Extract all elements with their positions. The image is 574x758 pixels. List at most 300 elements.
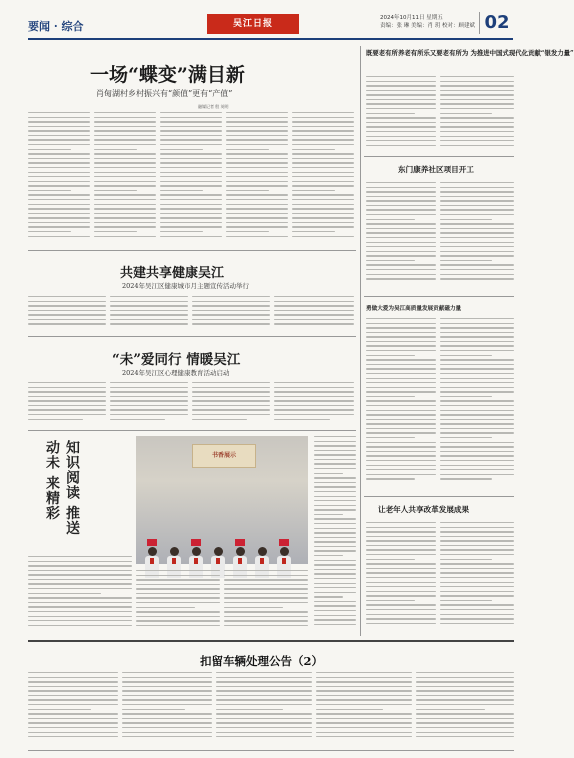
text-line: [136, 611, 220, 612]
text-line: [192, 305, 270, 306]
text-line: [314, 491, 356, 492]
text-line: [122, 677, 212, 678]
text-line: [366, 604, 436, 605]
child-figure: [210, 547, 226, 564]
text-line: [314, 528, 356, 529]
health-headline[interactable]: 共建共享健康吴江: [120, 266, 225, 281]
health-column-2: [110, 296, 188, 332]
text-line: [366, 614, 436, 615]
text-line: [28, 732, 118, 733]
section-label: 要闻 · 综合: [28, 20, 84, 33]
text-line: [28, 704, 118, 705]
text-line: [216, 672, 312, 673]
text-line: [28, 144, 90, 145]
text-line: [314, 505, 356, 506]
text-line: [316, 727, 412, 728]
text-line: [94, 117, 156, 118]
text-line: [366, 187, 436, 188]
text-line: [366, 451, 436, 452]
text-line: [226, 190, 269, 191]
text-line: [440, 81, 514, 82]
text-line: [440, 405, 514, 406]
text-line: [28, 681, 118, 682]
lead-byline: 融媒记者 殷 英明: [198, 104, 229, 109]
text-line: [274, 409, 354, 410]
text-line: [224, 625, 308, 626]
text-line: [440, 549, 514, 550]
text-line: [28, 588, 132, 589]
text-line: [366, 182, 436, 183]
text-line: [292, 117, 354, 118]
text-line: [226, 144, 288, 145]
text-line: [226, 162, 288, 163]
text-line: [122, 709, 185, 710]
text-line: [440, 205, 514, 206]
text-line: [366, 410, 436, 411]
text-line: [366, 609, 436, 610]
masthead: [0, 0, 523, 40]
text-line: [226, 236, 288, 237]
text-line: [110, 387, 188, 388]
text-line: [28, 699, 118, 700]
text-line: [366, 364, 436, 365]
text-line: [366, 527, 436, 528]
text-line: [160, 204, 222, 205]
text-line: [224, 579, 308, 580]
text-line: [216, 732, 312, 733]
text-line: [316, 686, 412, 687]
text-line: [366, 81, 436, 82]
text-line: [28, 672, 118, 673]
text-line: [192, 414, 270, 415]
text-line: [136, 584, 220, 585]
text-line: [316, 736, 412, 737]
text-line: [28, 570, 132, 571]
text-line: [226, 149, 269, 150]
text-line: [440, 108, 514, 109]
text-line: [366, 103, 436, 104]
text-line: [292, 139, 354, 140]
text-line: [366, 469, 436, 470]
children-reading-photo[interactable]: [136, 436, 308, 564]
text-line: [314, 610, 356, 611]
text-line: [28, 565, 132, 566]
text-line: [366, 205, 436, 206]
text-line: [440, 446, 514, 447]
text-line: [28, 117, 90, 118]
text-line: [366, 355, 415, 356]
text-line: [440, 410, 514, 411]
text-line: [440, 246, 514, 247]
text-line: [366, 318, 436, 319]
text-line: [292, 222, 354, 223]
text-line: [292, 162, 354, 163]
text-line: [226, 158, 288, 159]
notice-top-rule: [28, 640, 514, 642]
text-line: [274, 414, 354, 415]
text-line: [366, 368, 436, 369]
text-line: [440, 323, 514, 324]
text-line: [94, 222, 156, 223]
right-story-4-column-1: [366, 522, 436, 632]
text-line: [416, 704, 514, 705]
text-line: [94, 226, 156, 227]
text-line: [366, 85, 436, 86]
text-line: [28, 310, 106, 311]
lead-headline[interactable]: 一场“蝶变”满目新: [90, 64, 245, 86]
text-line: [216, 677, 312, 678]
text-line: [366, 387, 436, 388]
text-line: [28, 611, 132, 612]
text-line: [366, 90, 436, 91]
text-line: [226, 222, 288, 223]
text-line: [416, 690, 514, 691]
text-line: [122, 686, 212, 687]
text-line: [366, 554, 436, 555]
text-line: [224, 588, 308, 589]
text-line: [160, 162, 222, 163]
text-line: [110, 414, 188, 415]
text-line: [192, 405, 270, 406]
text-line: [440, 419, 514, 420]
mental-headline[interactable]: “未”爱同行 情暖吴江: [112, 352, 241, 368]
text-line: [440, 577, 514, 578]
photo-banner: 书香展示: [192, 444, 256, 468]
right-story-2-headline[interactable]: 东门康养社区项目开工: [398, 165, 474, 174]
notice-column-4: [316, 672, 412, 744]
page-bottom-rule: [28, 750, 514, 751]
text-line: [440, 237, 514, 238]
text-line: [366, 540, 436, 541]
child-figure: [276, 547, 292, 564]
text-line: [366, 113, 415, 114]
text-line: [160, 121, 222, 122]
text-line: [28, 139, 90, 140]
text-line: [314, 532, 356, 533]
text-line: [440, 572, 514, 573]
text-line: [366, 595, 436, 596]
text-line: [366, 108, 436, 109]
text-line: [28, 194, 90, 195]
text-line: [314, 477, 356, 478]
text-line: [366, 251, 436, 252]
health-column-4: [274, 296, 354, 332]
text-line: [314, 564, 356, 565]
notice-column-1: [28, 672, 118, 744]
text-line: [28, 319, 106, 320]
text-line: [226, 176, 288, 177]
text-line: [160, 167, 222, 168]
text-line: [440, 451, 514, 452]
right-story-3-column-2: [440, 318, 514, 488]
text-line: [440, 623, 514, 624]
text-line: [28, 620, 132, 621]
editor-credits: 责编：张 琳 美编：肖 玥 校对：顾建斌: [380, 23, 475, 29]
text-line: [314, 550, 356, 551]
text-line: [274, 319, 354, 320]
lead-column-5: [292, 112, 354, 244]
text-line: [28, 222, 90, 223]
text-line: [110, 391, 188, 392]
text-line: [28, 583, 132, 584]
right-story-2-column-2: [440, 182, 514, 286]
text-line: [314, 605, 356, 606]
text-line: [94, 167, 156, 168]
text-line: [192, 323, 270, 324]
text-line: [416, 736, 514, 737]
text-line: [28, 382, 106, 383]
text-line: [216, 727, 312, 728]
text-line: [440, 368, 514, 369]
text-line: [366, 94, 436, 95]
text-line: [440, 140, 514, 141]
text-line: [274, 391, 354, 392]
text-line: [366, 405, 436, 406]
text-line: [366, 455, 436, 456]
child-figure: [254, 547, 270, 564]
text-line: [366, 474, 436, 475]
text-line: [366, 359, 436, 360]
text-line: [316, 704, 412, 705]
text-line: [416, 677, 514, 678]
text-line: [366, 423, 436, 424]
book-icon: [235, 539, 245, 546]
text-line: [440, 122, 514, 123]
text-line: [28, 135, 90, 136]
text-line: [28, 409, 106, 410]
text-line: [440, 145, 514, 146]
text-line: [366, 522, 436, 523]
text-line: [216, 686, 312, 687]
text-line: [226, 121, 288, 122]
text-line: [216, 690, 312, 691]
book-icon: [147, 539, 157, 546]
text-line: [94, 130, 156, 131]
text-line: [94, 112, 156, 113]
text-line: [440, 103, 514, 104]
right-story-4-headline[interactable]: 让老年人共享改革发展成果: [378, 505, 470, 514]
text-line: [440, 382, 514, 383]
text-line: [366, 255, 436, 256]
text-line: [28, 236, 90, 237]
text-line: [192, 391, 270, 392]
text-line: [316, 681, 412, 682]
right-story-3-headline[interactable]: 勇做大爱为吴江高质量发展贡献磁力量: [366, 306, 462, 312]
text-line: [292, 153, 354, 154]
text-line: [316, 713, 412, 714]
text-line: [316, 677, 412, 678]
text-line: [292, 149, 335, 150]
text-line: [316, 709, 383, 710]
text-line: [440, 455, 514, 456]
text-line: [366, 219, 415, 220]
text-line: [440, 428, 514, 429]
text-line: [314, 500, 356, 501]
text-line: [366, 200, 436, 201]
health-column-3: [192, 296, 270, 332]
text-line: [94, 208, 156, 209]
text-line: [440, 609, 514, 610]
text-line: [440, 469, 514, 470]
text-line: [216, 699, 312, 700]
text-line: [440, 582, 514, 583]
text-line: [94, 121, 156, 122]
lead-column-1: [28, 112, 90, 244]
text-line: [226, 231, 269, 232]
text-line: [28, 217, 90, 218]
text-line: [28, 718, 118, 719]
text-line: [28, 400, 106, 401]
mental-bottom-rule: [28, 430, 356, 431]
text-line: [94, 217, 156, 218]
text-line: [160, 199, 222, 200]
date-text: 2024年10月11日 星期五: [380, 15, 443, 21]
text-line: [440, 540, 514, 541]
text-line: [440, 355, 492, 356]
text-line: [110, 305, 188, 306]
text-line: [28, 597, 132, 598]
text-line: [440, 442, 514, 443]
text-line: [226, 226, 288, 227]
text-line: [416, 681, 514, 682]
text-line: [292, 236, 354, 237]
right-story-1-headline[interactable]: 既要老有所养老有所乐又要老有所为 为推进中国式现代化贡献“银发力量”: [366, 49, 574, 57]
text-line: [226, 139, 288, 140]
reading-column-3: [224, 570, 308, 632]
text-line: [192, 382, 270, 383]
text-line: [122, 727, 212, 728]
text-line: [366, 446, 436, 447]
text-line: [292, 194, 354, 195]
text-line: [440, 437, 492, 438]
text-line: [224, 570, 308, 571]
text-line: [292, 135, 354, 136]
text-line: [292, 121, 354, 122]
text-line: [28, 176, 90, 177]
text-line: [28, 561, 132, 562]
masthead-rule: [28, 38, 513, 40]
text-line: [110, 409, 188, 410]
text-line: [314, 450, 356, 451]
text-line: [366, 568, 436, 569]
text-line: [366, 391, 436, 392]
text-line: [28, 709, 91, 710]
text-line: [216, 713, 312, 714]
text-line: [94, 185, 156, 186]
text-line: [416, 695, 514, 696]
text-line: [292, 158, 354, 159]
text-line: [216, 695, 312, 696]
text-line: [440, 113, 492, 114]
text-line: [226, 185, 288, 186]
text-line: [224, 593, 308, 594]
text-line: [28, 405, 106, 406]
text-line: [416, 718, 514, 719]
text-line: [28, 396, 106, 397]
notice-headline[interactable]: 扣留车辆处理公告（2）: [199, 654, 323, 668]
mental-column-4: [274, 382, 354, 426]
text-line: [28, 301, 106, 302]
text-line: [28, 625, 132, 626]
text-line: [226, 112, 288, 113]
text-line: [274, 314, 354, 315]
reading-column: [28, 556, 132, 630]
text-line: [440, 350, 514, 351]
text-line: [122, 736, 212, 737]
text-line: [28, 204, 90, 205]
text-line: [94, 153, 156, 154]
text-line: [366, 442, 436, 443]
text-line: [110, 405, 188, 406]
text-line: [440, 191, 514, 192]
text-line: [110, 310, 188, 311]
text-line: [440, 264, 514, 265]
text-line: [94, 176, 156, 177]
text-line: [226, 135, 288, 136]
text-line: [192, 387, 270, 388]
reading-headline[interactable]: 知识阅读 推送动未 来精彩: [44, 440, 80, 536]
text-line: [366, 465, 436, 466]
text-line: [226, 208, 288, 209]
text-line: [94, 158, 156, 159]
text-line: [192, 400, 270, 401]
text-line: [160, 185, 222, 186]
text-line: [366, 382, 436, 383]
text-line: [136, 588, 220, 589]
text-line: [366, 591, 436, 592]
text-line: [366, 460, 436, 461]
text-line: [274, 419, 330, 420]
text-line: [416, 722, 514, 723]
text-line: [366, 136, 436, 137]
text-line: [440, 600, 492, 601]
text-line: [224, 584, 308, 585]
text-line: [216, 722, 312, 723]
text-line: [366, 345, 436, 346]
text-line: [416, 686, 514, 687]
text-line: [440, 90, 514, 91]
text-line: [440, 336, 514, 337]
text-line: [160, 226, 222, 227]
text-line: [28, 126, 90, 127]
text-line: [366, 232, 436, 233]
text-line: [122, 699, 212, 700]
text-line: [440, 568, 514, 569]
text-line: [366, 327, 436, 328]
text-line: [122, 672, 212, 673]
text-line: [314, 555, 343, 556]
text-line: [314, 587, 356, 588]
text-line: [366, 246, 436, 247]
text-line: [314, 496, 356, 497]
text-line: [28, 181, 90, 182]
text-line: [440, 242, 514, 243]
text-line: [366, 419, 436, 420]
text-line: [94, 139, 156, 140]
text-line: [160, 217, 222, 218]
text-line: [224, 616, 308, 617]
text-line: [292, 176, 354, 177]
text-line: [192, 409, 270, 410]
text-line: [314, 486, 356, 487]
text-line: [314, 454, 356, 455]
text-line: [94, 126, 156, 127]
text-line: [110, 319, 188, 320]
text-line: [440, 209, 514, 210]
text-line: [274, 396, 354, 397]
text-line: [440, 214, 514, 215]
text-line: [314, 459, 356, 460]
